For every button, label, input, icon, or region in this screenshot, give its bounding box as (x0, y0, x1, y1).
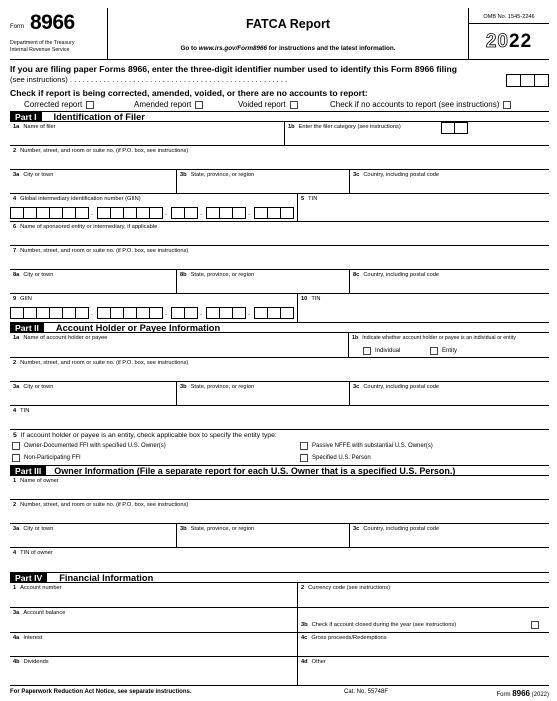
identifier-section (10, 64, 549, 88)
char-box[interactable] (23, 307, 37, 319)
field-number: 4a (13, 635, 20, 641)
field-label: Name of account holder or payee (23, 335, 108, 341)
char-box[interactable] (232, 207, 246, 219)
field-number: 3c (353, 526, 360, 532)
p1-giin-group2[interactable] (98, 207, 163, 219)
field-number: 3b (180, 526, 187, 532)
voided-label: Voided report (238, 100, 286, 109)
field-number: 2 (13, 148, 17, 154)
digit-box[interactable] (534, 74, 549, 87)
char-box[interactable] (62, 207, 76, 219)
field-label: State, province, or region (190, 172, 255, 178)
char-box[interactable] (149, 307, 163, 319)
amended-label: Amended report (134, 100, 192, 109)
non-participating-label: Non-Participating FFI (24, 455, 81, 461)
amended-checkbox[interactable] (195, 101, 203, 109)
char-box[interactable] (171, 207, 185, 219)
giin-separator: . (165, 310, 167, 317)
catalog-number: Cat. No. 55748F (344, 689, 389, 695)
field-label: TIN (311, 296, 321, 302)
tax-year (469, 31, 549, 53)
field-label: Number, street, and room or suite no. (if P.O. box, see instructions) (20, 502, 189, 508)
specified-person-label: Specified U.S. Person (312, 455, 371, 461)
p2-non-participating-option[interactable] (12, 454, 81, 462)
owner-documented-checkbox[interactable] (12, 442, 20, 450)
field-label: City or town (23, 384, 54, 390)
char-box[interactable] (136, 207, 150, 219)
p1-state-field[interactable] (177, 170, 350, 194)
field-number: 5 (301, 196, 305, 202)
p2-owner-documented-option[interactable] (12, 442, 166, 450)
field-number: 1 (13, 478, 17, 484)
individual-checkbox[interactable] (363, 347, 371, 355)
char-box[interactable] (123, 207, 137, 219)
field-number: 8c (353, 272, 360, 278)
field-number: 4b (13, 659, 20, 665)
field-number: 8b (180, 272, 187, 278)
footer-form-word: Form (496, 692, 511, 698)
p4-gross-proceeds-field[interactable] (298, 633, 549, 657)
passive-nffe-checkbox[interactable] (300, 442, 308, 450)
field-number: 3b (301, 622, 308, 628)
char-box[interactable] (254, 307, 268, 319)
no-accounts-label: Check if no accounts to report (see instructions) (330, 100, 500, 109)
part4-title: Financial Information (59, 572, 154, 583)
department-block (10, 40, 106, 54)
char-box[interactable] (23, 207, 37, 219)
field-number: 3c (353, 384, 360, 390)
field-number: 4c (301, 635, 308, 641)
part1-header (10, 111, 549, 122)
field-label: GIIN (20, 296, 32, 302)
field-number: 4d (301, 659, 308, 665)
p1-sponsor-giin-group3[interactable] (172, 307, 198, 319)
field-label: TIN (308, 196, 318, 202)
voided-checkbox[interactable] (290, 101, 298, 109)
passive-nffe-label: Passive NFFE with substantial U.S. Owner(s) (312, 443, 433, 449)
giin-separator: . (200, 210, 202, 217)
part1-title: Identification of Filer (53, 111, 145, 122)
field-label: Check if account closed during the year (see instructions) (311, 622, 457, 628)
field-number: 3a (13, 172, 20, 178)
part4-label: Part IV (10, 573, 47, 582)
form-id-block (10, 8, 108, 60)
p3-city-field[interactable] (10, 524, 177, 548)
giin-separator: . (248, 210, 250, 217)
field-number: 8a (13, 272, 20, 278)
field-number: 1a (13, 124, 20, 130)
p1-sponsor-state-field[interactable] (177, 270, 350, 294)
department-name: Department of the Treasury (10, 40, 75, 46)
goto-suffix: for instructions and the latest information. (267, 45, 396, 52)
p1-country-field[interactable] (350, 170, 549, 194)
p1-sponsor-city-field[interactable] (10, 270, 177, 294)
field-number: 5 (13, 432, 17, 439)
field-label: If account holder or payee is an entity, check applicable box to specify the entity type: (20, 432, 277, 439)
char-box[interactable] (254, 207, 268, 219)
giin-separator: . (248, 310, 250, 317)
p2-account-holder-name-field[interactable] (10, 333, 349, 358)
char-box[interactable] (36, 207, 50, 219)
field-label: State, province, or region (190, 526, 255, 532)
p4-currency-code-field[interactable] (298, 583, 549, 608)
p3-state-field[interactable] (177, 524, 350, 548)
omb-block (468, 8, 549, 60)
char-box[interactable] (441, 122, 455, 134)
field-number: 2 (13, 360, 17, 366)
p4-account-closed-checkbox[interactable] (531, 621, 539, 629)
tax-year-suffix: 22 (509, 31, 533, 52)
field-label: Country, including postal code (363, 384, 440, 390)
p1-sponsor-giin-group1[interactable] (11, 307, 89, 319)
p1-sponsored-entity-field[interactable] (10, 222, 549, 246)
p4-account-closed-field (298, 608, 549, 633)
identifier-input[interactable] (507, 74, 549, 87)
field-number: 1a (13, 335, 20, 341)
identifier-leader: (see instructions) . . . . . . . . . . . . . . . . . . . . . . . . . . . . . . . . . . . . . . . . . . . . . . . . . . . . (10, 75, 288, 84)
field-label: State, province, or region (190, 272, 255, 278)
p1-sponsor-giin-group5[interactable] (255, 307, 294, 319)
giin-separator: . (91, 310, 93, 317)
field-number: 3b (180, 384, 187, 390)
field-number: 3a (13, 526, 20, 532)
char-box[interactable] (49, 207, 63, 219)
char-box[interactable] (110, 307, 124, 319)
p1-filer-category-input[interactable] (442, 122, 468, 134)
p4-account-number-field[interactable] (10, 583, 298, 608)
field-number: 9 (13, 296, 17, 302)
char-box[interactable] (206, 207, 220, 219)
voided-option[interactable] (238, 100, 298, 109)
instructions-line (108, 45, 468, 52)
field-number: 10 (301, 296, 308, 302)
field-label: Account number (20, 585, 62, 591)
p4-other-field[interactable] (298, 657, 549, 685)
p4-account-balance-field[interactable] (10, 608, 298, 633)
p3-country-field[interactable] (350, 524, 549, 548)
char-box[interactable] (206, 307, 220, 319)
corrected-option[interactable] (24, 100, 94, 109)
part3-label: Part III (10, 466, 46, 475)
char-box[interactable] (97, 207, 111, 219)
field-number: 1b (288, 124, 295, 130)
part2-header (10, 322, 549, 333)
part2-title: Account Holder or Payee Information (55, 322, 221, 333)
char-box[interactable] (136, 307, 150, 319)
field-label: Number, street, and room or suite no. (if P.O. box, see instructions) (20, 360, 189, 366)
digit-box[interactable] (520, 74, 535, 87)
field-label: Country, including postal code (363, 526, 440, 532)
no-accounts-option[interactable] (330, 100, 511, 109)
char-box[interactable] (280, 307, 294, 319)
irs-name: Internal Revenue Service (10, 47, 70, 53)
char-box[interactable] (49, 307, 63, 319)
field-label: TIN of owner (20, 550, 53, 556)
char-box[interactable] (184, 207, 198, 219)
tax-year-prefix: 20 (485, 31, 509, 52)
part3-header (10, 465, 549, 476)
field-label: TIN (20, 408, 30, 414)
char-box[interactable] (267, 207, 281, 219)
footer-year: (2022) (531, 692, 549, 698)
field-label: Country, including postal code (363, 272, 440, 278)
report-type-row (10, 100, 549, 111)
field-number: 2 (13, 502, 17, 508)
char-box[interactable] (62, 307, 76, 319)
p1-giin-group3[interactable] (172, 207, 198, 219)
p3-owner-name-field[interactable] (10, 476, 549, 500)
p1-tin-field[interactable] (298, 194, 549, 222)
field-label: Interest (23, 635, 43, 641)
entity-checkbox[interactable] (430, 347, 438, 355)
field-label: City or town (23, 172, 54, 178)
field-label: State, province, or region (190, 384, 255, 390)
field-number: 1 (13, 585, 17, 591)
field-number: 3a (13, 384, 20, 390)
p4-interest-field[interactable] (10, 633, 298, 657)
char-box[interactable] (123, 307, 137, 319)
p2-street-field[interactable] (10, 358, 549, 382)
p2-country-field[interactable] (350, 382, 549, 406)
entity-label: Entity (442, 348, 458, 354)
digit-box[interactable] (506, 74, 521, 87)
form-number: 8966 (30, 11, 75, 34)
amended-option[interactable] (134, 100, 203, 109)
owner-documented-label: Owner-Documented FFI with specified U.S. Owner(s) (24, 443, 166, 449)
p1-sponsor-country-field[interactable] (350, 270, 549, 294)
field-label: Currency code (see instructions) (308, 585, 391, 591)
form-header (10, 8, 549, 60)
p2-state-field[interactable] (177, 382, 350, 406)
field-label: Gross proceeds/Redemptions (311, 635, 387, 641)
p2-city-field[interactable] (10, 382, 177, 406)
instructions-link[interactable]: www.irs.gov/Form8966 (198, 45, 268, 52)
p2-tin-field[interactable] (10, 406, 549, 430)
field-label: City or town (23, 526, 54, 532)
char-box[interactable] (219, 207, 233, 219)
char-box[interactable] (184, 307, 198, 319)
p1-sponsor-street-field[interactable] (10, 246, 549, 270)
char-box[interactable] (10, 307, 24, 319)
p2-individual-option[interactable] (363, 347, 400, 355)
char-box[interactable] (36, 307, 50, 319)
form-footer (10, 685, 549, 697)
goto-prefix: Go to (180, 45, 199, 52)
field-label: Other (311, 659, 326, 665)
char-box[interactable] (110, 207, 124, 219)
form-word: Form (10, 24, 24, 30)
field-label: Number, street, and room or suite no. (if P.O. box, see instructions) (20, 148, 189, 154)
field-label: Dividends (23, 659, 49, 665)
paperwork-notice: For Paperwork Reduction Act Notice, see separate instructions. (10, 689, 192, 695)
giin-separator: . (200, 310, 202, 317)
part3-title: Owner Information (File a separate report for each U.S. Owner that is a specified U.S. Person.) (54, 465, 456, 476)
part4-header (10, 572, 549, 583)
char-box[interactable] (149, 207, 163, 219)
char-box[interactable] (267, 307, 281, 319)
field-label: Name of owner (20, 478, 59, 484)
p2-specified-person-option[interactable] (300, 454, 371, 462)
field-number: 7 (13, 248, 17, 254)
non-participating-checkbox[interactable] (12, 454, 20, 462)
part1-label: Part I (10, 112, 42, 121)
p1-city-field[interactable] (10, 170, 177, 194)
field-label: Name of filer (23, 124, 56, 130)
no-accounts-checkbox[interactable] (503, 101, 511, 109)
field-number: 3c (353, 172, 360, 178)
corrected-checkbox[interactable] (86, 101, 94, 109)
field-number: 1b (352, 335, 359, 341)
char-box[interactable] (219, 307, 233, 319)
report-type-title: Check if report is being corrected, amended, voided, or there are no accounts to report: (10, 88, 368, 98)
p1-sponsor-tin-field[interactable] (298, 294, 549, 322)
footer-form-number: 8966 (512, 689, 530, 698)
p1-giin-group4[interactable] (207, 207, 246, 219)
field-label: Account balance (23, 610, 66, 616)
char-box[interactable] (75, 307, 89, 319)
field-label: Number, street, and room or suite no. (if P.O. box, see instructions) (20, 248, 189, 254)
form-title: FATCA Report (245, 17, 331, 31)
char-box[interactable] (280, 207, 294, 219)
p1-sponsor-giin-group2[interactable] (98, 307, 163, 319)
field-number: 4 (13, 408, 17, 414)
field-label: City or town (23, 272, 54, 278)
field-label: Name of sponsored entity or intermediary, if applicable (20, 224, 158, 230)
form-page (10, 8, 549, 698)
field-number: 4 (13, 550, 17, 556)
char-box[interactable] (10, 207, 24, 219)
field-label: Indicate whether account holder or payee is an individual or entity (362, 335, 516, 341)
char-box[interactable] (97, 307, 111, 319)
giin-separator: . (91, 210, 93, 217)
char-box[interactable] (75, 207, 89, 219)
p2-passive-nffe-option[interactable] (300, 442, 433, 450)
giin-separator: . (165, 210, 167, 217)
p1-giin-group1[interactable] (11, 207, 89, 219)
field-number: 3a (13, 610, 20, 616)
p1-name-of-filer-field[interactable] (10, 122, 285, 146)
p3-street-field[interactable] (10, 500, 549, 524)
p1-giin-group5[interactable] (255, 207, 294, 219)
identifier-instruction: If you are filing paper Forms 8966, enter the three-digit identifier number used to identify this Form 8966 filing (10, 64, 457, 74)
char-box[interactable] (171, 307, 185, 319)
field-number: 3b (180, 172, 187, 178)
field-number: 2 (301, 585, 305, 591)
individual-label: Individual (375, 348, 401, 354)
field-label: Global intermediary identification number (GIIN) (20, 196, 141, 202)
field-number: 4 (13, 196, 17, 202)
part2-label: Part II (10, 323, 44, 332)
p1-filer-category-field (285, 122, 549, 146)
footer-form-id (497, 689, 549, 698)
specified-person-checkbox[interactable] (300, 454, 308, 462)
p4-dividends-field[interactable] (10, 657, 298, 685)
field-label: Enter the filer category (see instructions) (298, 124, 401, 130)
p3-owner-tin-field[interactable] (10, 548, 549, 572)
p1-street-field[interactable] (10, 146, 549, 170)
field-number: 6 (13, 224, 17, 230)
p1-sponsor-giin-group4[interactable] (207, 307, 246, 319)
p2-entity-option[interactable] (430, 347, 457, 355)
field-label: Country, including postal code (363, 172, 440, 178)
omb-number: OMB No. 1545-2246 (469, 14, 549, 24)
corrected-label: Corrected report (24, 100, 83, 109)
char-box[interactable] (232, 307, 246, 319)
title-block (108, 8, 468, 60)
char-box[interactable] (454, 122, 468, 134)
